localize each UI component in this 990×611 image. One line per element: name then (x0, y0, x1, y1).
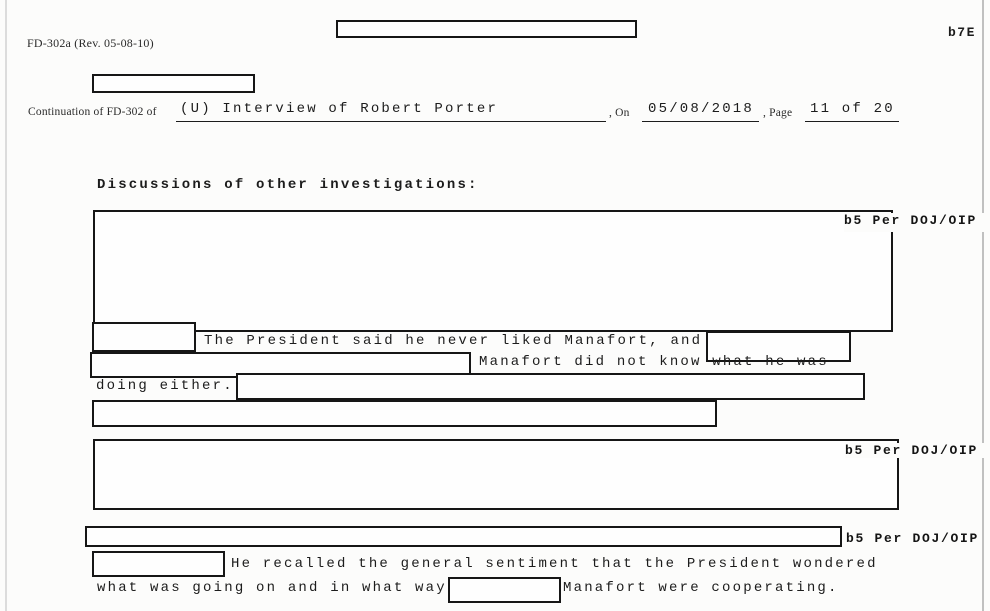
redaction-box-large-2 (93, 439, 899, 510)
exemption-label-3: b5 Per DOJ/OIP (846, 531, 980, 546)
date-value: 05/08/2018 (648, 101, 755, 117)
continuation-label: Continuation of FD-302 of (28, 106, 157, 118)
page-number-value: 11 of 20 (810, 101, 895, 117)
page-label: , Page (763, 107, 793, 119)
exemption-label-1: b5 Per DOJ/OIP (844, 213, 990, 232)
on-label: , On (609, 107, 630, 119)
p2-line2-pre-text: what was going on and in what way (97, 580, 447, 596)
p1-line1-text: The President said he never liked Manafort, and (204, 333, 703, 349)
redaction-box-p1-line4 (92, 400, 717, 427)
exemption-label-2: b5 Per DOJ/OIP (845, 443, 988, 458)
p1-line3-text: doing either. (96, 378, 234, 394)
redaction-box-p1-line3 (236, 373, 865, 400)
section-heading: Discussions of other investigations: (97, 177, 479, 193)
redaction-box-header-top (336, 20, 637, 38)
form-label: FD-302a (Rev. 05-08-10) (27, 36, 154, 50)
p1-line2-text: Manafort did not know what he was (479, 354, 829, 370)
redaction-box-p2-inline (448, 577, 561, 603)
redaction-box-large-1 (93, 210, 893, 332)
exemption-code-b7e: b7E (948, 25, 976, 40)
p2-line1-text: He recalled the general sentiment that the President wondered (231, 556, 878, 572)
redaction-box-header-left (92, 74, 255, 93)
p2-line2-post-text: Manafort were cooperating. (563, 580, 839, 596)
date-underline (642, 121, 759, 122)
redaction-box-thin-3 (85, 526, 842, 547)
continuation-value: (U) Interview of Robert Porter (180, 101, 499, 117)
redaction-box-p2-left (92, 551, 225, 577)
page-right-edge-line (982, 0, 984, 611)
continuation-underline (176, 121, 606, 122)
redaction-box-p1-left (92, 322, 196, 352)
page-left-edge-line (5, 0, 7, 611)
page-number-underline (805, 121, 899, 122)
